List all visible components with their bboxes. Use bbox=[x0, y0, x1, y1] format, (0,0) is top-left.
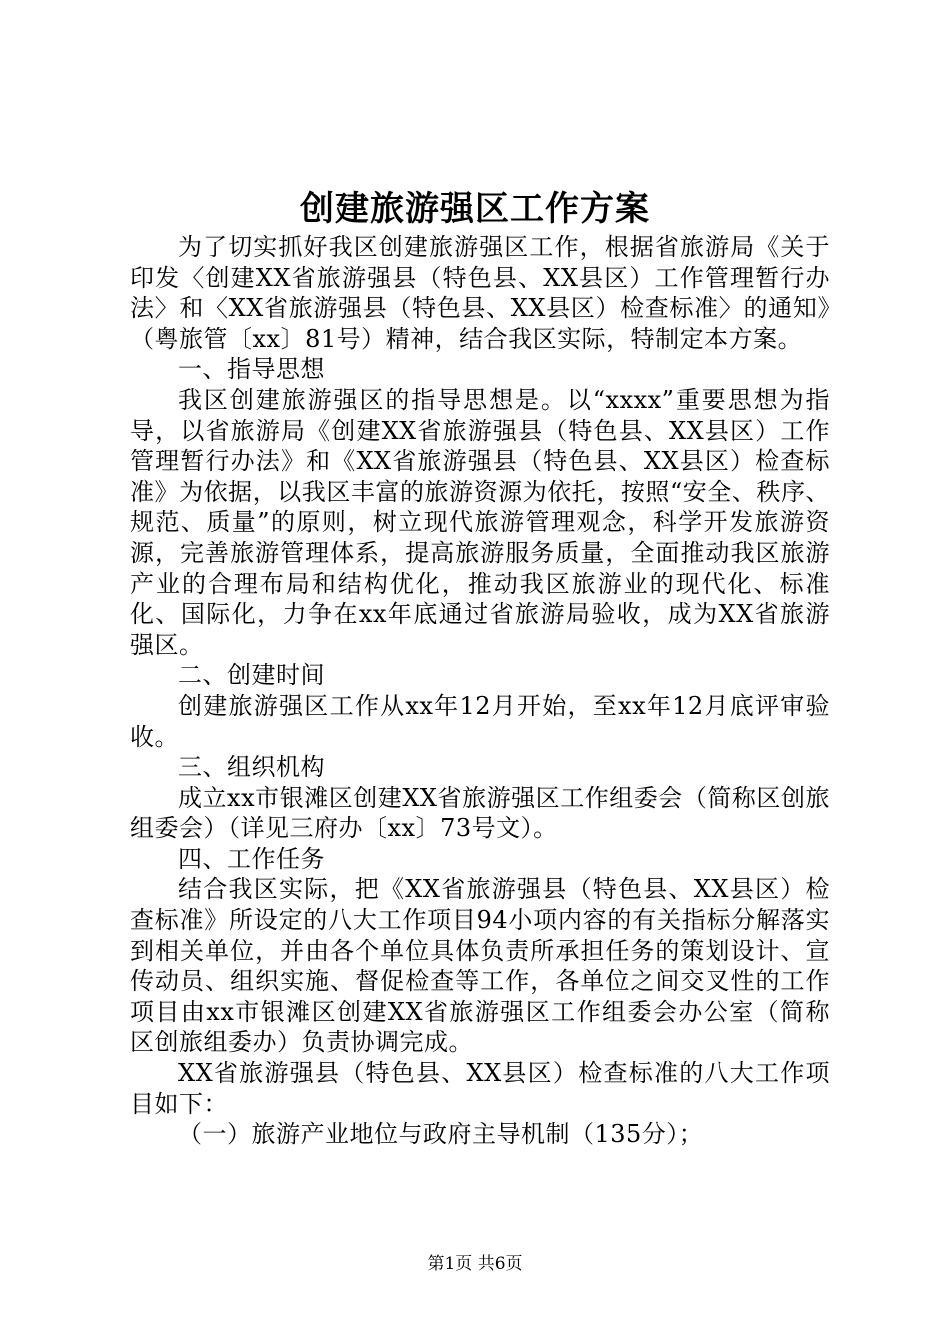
guiding-ideology-paragraph: 我区创建旅游强区的指导思想是。以“xxxx”重要思想为指导，以省旅游局《创建XX省旅游强县（特色县、XX县区）工作管理暂行办法》和《XX省旅游强县（特色县、XX县区）检查标准》为依据，以我区丰富的旅游资源为依托，按照“安全、秩序、规范、质量”的原则，树立现代旅游管理观念，科学开发旅游资源，完善旅游管理体系，提高旅游服务质量，全面推动我区旅游产业的合理布局和结构优化，推动我区旅游业的现代化、标准化、国际化，力争在xx年底通过省旅游局验收，成为XX省旅游强区。 bbox=[130, 385, 830, 659]
document-title: 创建旅游强区工作方案 bbox=[300, 189, 650, 229]
page-number-footer: 第1页 共6页 bbox=[427, 1254, 523, 1274]
section-heading-organization: 三、组织机构 bbox=[178, 753, 325, 782]
eight-items-intro: XX省旅游强县（特色县、XX县区）检查标准的八大工作项目如下： bbox=[130, 1059, 830, 1118]
intro-paragraph: 为了切实抓好我区创建旅游强区工作，根据省旅游局《关于印发〈创建XX省旅游强县（特色县、XX县区）工作管理暂行办法〉和〈XX省旅游强县（特色县、XX县区）检查标准〉的通知》（粤旅管〔xx〕81号）精神，结合我区实际，特制定本方案。 bbox=[130, 233, 830, 353]
section-heading-work-tasks: 四、工作任务 bbox=[178, 844, 325, 873]
work-tasks-paragraph: 结合我区实际，把《XX省旅游强县（特色县、XX县区）检查标准》所设定的八大工作项目94小项内容的有关指标分解落实到相关单位，并由各个单位具体负责所承担任务的策划设计、宣传动员、组织实施、督促检查等工作，各单位之间交叉性的工作项目由xx市银滩区创建XX省旅游强区工作组委会办公室（简称区创旅组委办）负责协调完成。 bbox=[130, 875, 830, 1057]
creation-time-paragraph: 创建旅游强区工作从xx年12月开始，至xx年12月底评审验收。 bbox=[130, 691, 830, 751]
section-heading-creation-time: 二、创建时间 bbox=[178, 661, 325, 690]
organization-paragraph: 成立xx市银滩区创建XX省旅游强区工作组委会（简称区创旅组委会）（详见三府办〔xx〕73号文）。 bbox=[130, 783, 830, 843]
work-item-1: （一）旅游产业地位与政府主导机制（135分）； bbox=[178, 1120, 704, 1149]
section-heading-guiding-ideology: 一、指导思想 bbox=[178, 355, 325, 384]
document-body bbox=[130, 232, 830, 1150]
